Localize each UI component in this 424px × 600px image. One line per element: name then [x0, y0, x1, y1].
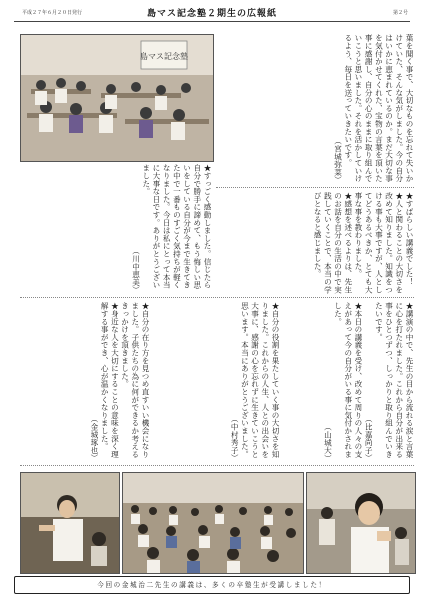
banner-text: 島マス記念塾 [140, 52, 188, 61]
comment-text: ★すばらしい講義でした！ [405, 192, 414, 286]
participant-photo [306, 472, 416, 574]
speaker-photo [20, 472, 120, 574]
issue-number: 第２号 [392, 10, 408, 16]
comment-text: ★すっごく感動しました。信じたら自分で勝手に諦めて、もう悔しい思いをしている自分が今まで生きてきた中で一番ものすごく気持ちが軽くなりました。今日は私にとって本当に大事な日です。ありがとうございました。 [141, 164, 212, 289]
lecture-room-photo [20, 34, 214, 162]
comment-column-4 [20, 302, 150, 462]
comment-column-6 [284, 302, 414, 462]
comment-text: ★自分の役割を果たしていく事の大切さを知りました。これからの人生、人との出会いを大事に、感謝の心を忘れずに生きていこうと思います。本当にありがとうございました。 [240, 302, 280, 458]
header-rule [14, 21, 410, 22]
comment-text: 葉を聞く事で、大切なものを忘れて失いかけていた、そんな気がしました。今の自分はいかに恵まれているのか。まだ大切な事を気付かせてくれた、宝物の言葉を頂いた事に感謝し、自分の心のままに取り組んでいこうと思いました。それを活かしていけるよう、毎日を送っていきたいです。 [343, 34, 414, 183]
audience-photo [122, 472, 304, 574]
comment-text: ★人と関わることの大切さを改めて知りました。知識をつける事も大事ですが、人としてどうあるべきか、とても大事な事を教わりました。 [353, 192, 404, 294]
comment-column-5 [154, 302, 280, 462]
section-divider [20, 465, 414, 466]
comment-text: ★身近な人を大切にすることの意味を深く理解する事ができ、心が温かくなりました。 [100, 302, 120, 458]
comment-column-3 [216, 192, 414, 294]
comment-signature: （川中恵美） [131, 247, 141, 294]
comment-column-2 [20, 164, 212, 294]
comment-text: ★感想を述べるよりは、先生のお話を自分の生活の中で実践していくことで、本当の学びとなると感じました。 [313, 192, 353, 294]
comment-column-1 [216, 34, 414, 184]
newsletter-title: 島マス記念塾２期生の広報紙 [146, 9, 277, 19]
section-divider [20, 297, 414, 298]
comment-signature: （宮城弥菜） [333, 137, 343, 184]
photo-caption-bar: 今回の金城治二先生の講義は、多くの卒塾生が受講しました！ [14, 576, 410, 594]
comment-text: ★本日の講義を受け、改めて周りの人々の支えがあって今の自分がいる事に気付かされました。 [333, 302, 363, 458]
comment-text: ★自分の在り方を見つめ直すいい機会になりました。子供たちの為に何ができるか考えるきっかけを頂きました。 [120, 302, 150, 458]
comment-signature: （山城大） [323, 423, 333, 462]
comment-text: ★講演の中で、先生の目から流れる涙と言葉に心を打たれました。これから自分が出来る事をひとつずつ、しっかりと取り組んでいきたいです。 [374, 302, 414, 458]
newsletter-header [0, 0, 424, 26]
column-divider [216, 187, 414, 188]
issue-date: 平成２７年６月２０日発行 [22, 10, 83, 16]
comment-signature: （金城琢也） [89, 415, 99, 462]
comment-signature: （中村秀子） [230, 415, 240, 462]
comment-signature: （比嘉尚子） [364, 415, 374, 462]
